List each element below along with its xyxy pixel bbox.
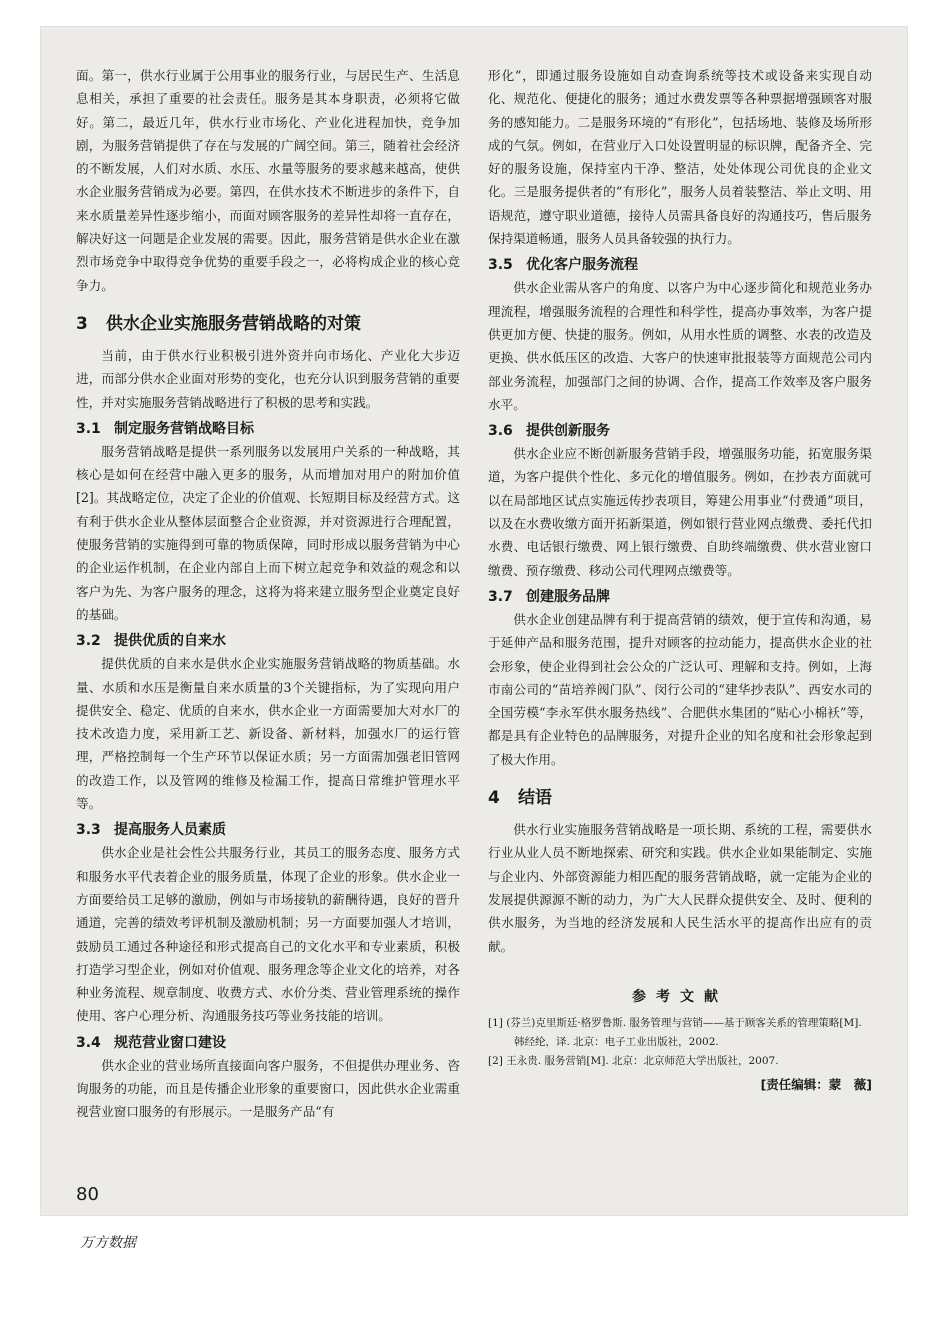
section-title: 供水企业实施服务营销战略的对策: [106, 313, 361, 334]
reference-item: [1] (芬兰)克里斯廷·格罗鲁斯. 服务管理与营销——基于顾客关系的管理策略[M]. 韩经纶，译. 北京：电子工业出版社，2002.: [488, 1016, 862, 1048]
paragraph: 供水企业创建品牌有利于提高营销的绩效，便于宣传和沟通，易于延伸产品和服务范围，提升对顾客的拉动能力，提高供水企业的社会形象，使企业得到社会公众的广泛认可、理解和支持。例如，上海市南公司的“苗培养阀门队”、闵行公司的“建华抄表队”、西安水司的全国劳模“李永军供水服务热线”、合肥供水集团的“贴心小棉袄”等，都是具有企业特色的品牌服务，对提升企业的知名度和社会形象起到了极大作用。: [488, 611, 872, 767]
page-number: 80: [76, 1184, 99, 1205]
subsection-title: 优化客户服务流程: [526, 257, 638, 274]
subsection-heading-3-4: [76, 1032, 460, 1052]
subsection-heading-3-7: [488, 586, 872, 606]
subsection-number: 3.2: [76, 633, 101, 650]
subsection-title: 规范营业窗口建设: [114, 1034, 226, 1051]
paragraph: 供水企业的营业场所直接面向客户服务，不但提供办理业务、咨询服务的功能，而且是传播企业形象的重要窗口，因此供水企业需重视营业窗口服务的有形展示。一是服务产品“有: [76, 1057, 460, 1120]
subsection-number: 3.4: [76, 1034, 101, 1051]
paragraph: 形化”，即通过服务设施如自动查询系统等技术或设备来实现自动化、规范化、便捷化的服务；通过水费发票等各种票据增强顾客对服务的感知能力。二是服务环境的“有形化”，包括场地、装修及场所形成的气氛。例如，在营业厅入口处设置明显的标识牌，配备齐全、完好的服务设施，保持室内干净、整洁，处处体现公司优良的企业文化。三是服务提供者的“有形化”，服务人员着装整洁、举止文明、用语规范，遵守职业道德，接待人员需具备良好的沟通技巧，售后服务保持渠道畅通，服务人员具备较强的执行力。: [488, 68, 872, 247]
section-number: 3: [76, 313, 88, 334]
section-title: 结语: [518, 788, 552, 809]
subsection-heading-3-2: [76, 630, 460, 650]
subsection-heading-3-3: [76, 819, 460, 839]
subsection-number: 3.5: [488, 257, 513, 274]
reference-item: [2] 王永贵. 服务营销[M]. 北京：北京师范大学出版社，2007.: [488, 1054, 779, 1067]
subsection-heading-3-6: [488, 420, 872, 440]
section-heading-4: [488, 783, 872, 808]
references-heading: 参考文献: [632, 988, 728, 1005]
right-column: [488, 64, 872, 1093]
subsection-title: 创建服务品牌: [526, 588, 610, 605]
subsection-number: 3.3: [76, 822, 101, 839]
subsection-heading-3-5: [488, 254, 872, 274]
section-heading-3: [76, 309, 460, 334]
paragraph: 服务营销战略是提供一系列服务以发展用户关系的一种战略，其核心是如何在经营中融入更多的服务，从而增加对用户的附加价值[2]。其战略定位，决定了企业的价值观、长短期目标及经营方式。这有利于供水企业从整体层面整合企业资源，并对资源进行合理配置，使服务营销的实施得到可靠的物质保障，同时形成以服务营销为中心的企业运作机制，在企业内部自上而下树立起竞争和效益的观念和以客户为先、为客户服务的理念，这将为将来建立服务型企业奠定良好的基础。: [76, 443, 460, 622]
article-page: [40, 26, 908, 1216]
section-number: 4: [488, 788, 500, 809]
subsection-title: 提高服务人员素质: [114, 822, 226, 839]
paragraph: 提供优质的自来水是供水企业实施服务营销战略的物质基础。水量、水质和水压是衡量自来水质量的3个关键指标，为了实现向用户提供安全、稳定、优质的自来水，供水企业一方面需要加大对水厂的技术改造力度，采用新工艺、新设备、新材料，加强水厂的运行管理，严格控制每一个生产环节以保证水质；另一方面需加强老旧管网的改造工作，以及管网的维修及检漏工作，提高日常维护管理水平等。: [76, 656, 460, 812]
paragraph: 当前，由于供水行业积极引进外资并向市场化、产业化大步迈进，而部分供水企业面对形势的变化，也充分认识到服务营销的重要性，并对实施服务营销战略进行了积极的思考和实践。: [76, 347, 460, 410]
subsection-title: 制定服务营销战略目标: [114, 420, 254, 437]
paragraph: 供水企业需从客户的角度、以客户为中心逐步简化和规范业务办理流程，增强服务流程的合理性和科学性，提高办事效率，为客户提供更加方便、快捷的服务。例如，从用水性质的调整、水表的改造及更换、供水低压区的改造、大客户的快速审批报装等方面规范公司内部业务流程，加强部门之间的协调、合作，提高工作效率及客户服务水平。: [488, 280, 872, 412]
subsection-heading-3-1: [76, 418, 460, 438]
subsection-title: 提供优质的自来水: [114, 633, 226, 650]
subsection-number: 3.1: [76, 420, 101, 437]
left-column: [76, 64, 460, 1124]
subsection-number: 3.6: [488, 423, 513, 440]
paragraph: 供水企业是社会性公共服务行业，其员工的服务态度、服务方式和服务水平代表着企业的服务质量，体现了企业的形象。供水企业一方面要给员工足够的激励，例如与市场接轨的薪酬待遇，良好的晋升通道，完善的绩效考评机制及激励机制；另一方面要加强人才培训，鼓励员工通过各种途径和形式提高自己的文化水平和专业素质，积极打造学习型企业，例如对价值观、服务理念等企业文化的培养，对各种业务流程、规章制度、收费方式、水价分类、营业管理系统的操作使用、客户心理分析、沟通服务技巧等业务技能的培训。: [76, 845, 460, 1024]
subsection-number: 3.7: [488, 588, 513, 605]
source-watermark: 万方数据: [80, 1235, 136, 1251]
subsection-title: 提供创新服务: [526, 423, 610, 440]
paragraph: 供水行业实施服务营销战略是一项长期、系统的工程，需要供水行业从业人员不断地探索、研究和实践。供水企业如果能制定、实施与企业内、外部资源能力相匹配的服务营销战略，就一定能为企业的发展提供源源不断的动力，为广大人民群众提供安全、及时、便利的供水服务，为当地的经济发展和人民生活水平的提高作出应有的贡献。: [488, 822, 872, 954]
responsible-editor: [责任编辑：蒙 薇]: [760, 1076, 872, 1092]
paragraph: 面。第一，供水行业属于公用事业的服务行业，与居民生产、生活息息相关，承担了重要的社会责任。服务是其本身职责，必须将它做好。第二，最近几年，供水行业市场化、产业化进程加快，竞争加剧，为服务营销提供了存在与发展的广阔空间。第三，随着社会经济的不断发展，人们对水质、水压、水量等服务的要求越来越高，使供水企业服务营销成为必要。第四，在供水技术不断进步的条件下，自来水质量差异性逐步缩小，而面对顾客服务的差异性却将一直存在，解决好这一问题是企业发展的需要。因此，服务营销是供水企业在激烈市场竞争中取得竞争优势的重要手段之一，必将构成企业的核心竞争力。: [76, 68, 460, 293]
paragraph: 供水企业应不断创新服务营销手段，增强服务功能，拓宽服务渠道，为客户提供个性化、多元化的增值服务。例如，在抄表方面就可以在局部地区试点实施远传抄表项目，筹建公用事业“付费通”项目，以及在水费收缴方面开拓新渠道，例如银行营业网点缴费、委托代扣水费、电话银行缴费、网上银行缴费、自助终端缴费、供水营业窗口缴费、预存缴费、移动公司代理网点缴费等。: [488, 446, 872, 578]
